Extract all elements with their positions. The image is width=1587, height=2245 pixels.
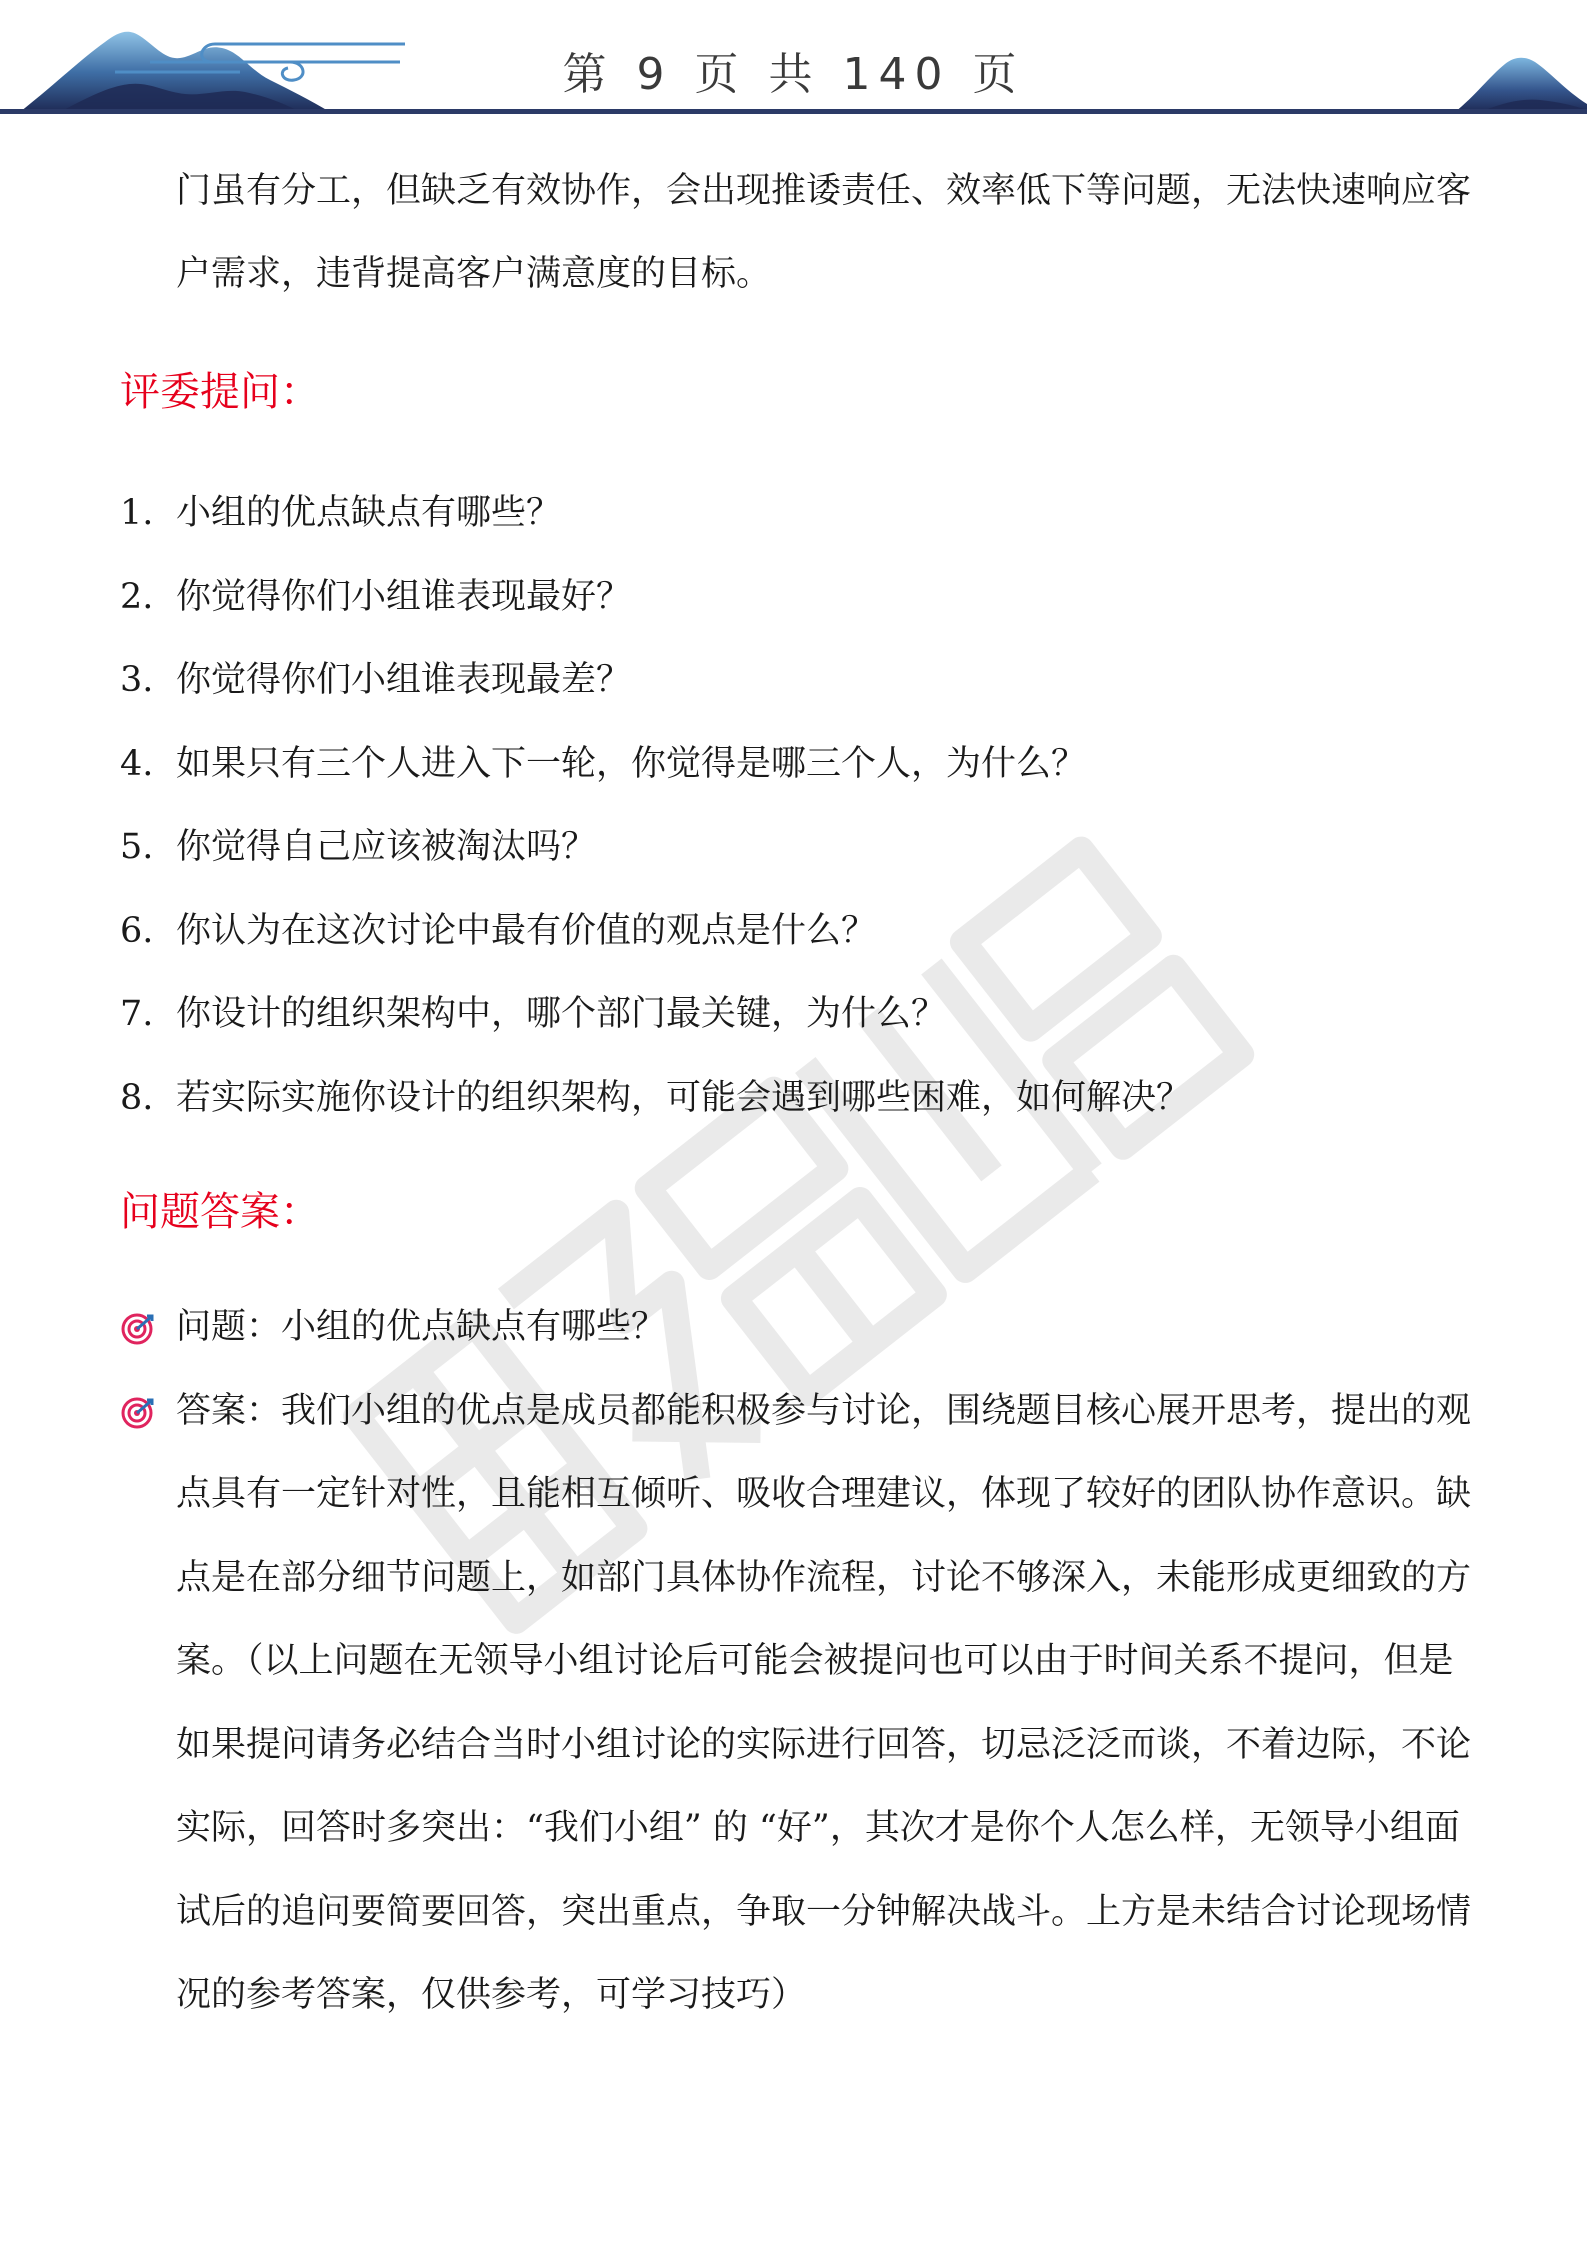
list-item	[120, 472, 1191, 556]
intro-paragraph: 门虽有分工，但缺乏有效协作，会出现推诿责任、效率低下等问题，无法快速响应客户需求，违背提高客户满意度的目标。	[176, 171, 1472, 294]
list-item-number: 4.	[120, 743, 154, 784]
answer-bullet-row	[120, 1370, 1480, 2038]
answers-section-title: 问题答案：	[120, 1189, 320, 1235]
question-list	[120, 472, 1191, 1140]
target-icon	[120, 1312, 154, 1346]
answer-question-text: 问题：小组的优点缺点有哪些？	[176, 1307, 667, 1347]
list-item-text: 小组的优点缺点有哪些？	[176, 493, 562, 533]
list-item-number: 2.	[120, 576, 154, 617]
list-item-number: 5.	[120, 827, 154, 867]
question-bullet-row	[120, 1286, 1480, 1370]
list-item	[120, 890, 1191, 974]
list-item-number: 8.	[120, 1077, 154, 1118]
target-icon	[120, 1396, 154, 1430]
list-item	[120, 1057, 1191, 1141]
list-item-number: 7.	[120, 994, 154, 1034]
list-item	[120, 723, 1191, 807]
list-item-number: 3.	[120, 660, 154, 700]
page-counter: 第 9 页 共 140 页	[562, 49, 1025, 100]
answer-block	[120, 1286, 1480, 2038]
list-item	[120, 639, 1191, 723]
list-item-text: 你觉得你们小组谁表现最好？	[176, 576, 632, 617]
list-item	[120, 556, 1191, 640]
list-item-text: 如果只有三个人进入下一轮，你觉得是哪三个人，为什么？	[176, 743, 1087, 784]
list-item-text: 你设计的组织架构中，哪个部门最关键，为什么？	[176, 994, 947, 1034]
list-item	[120, 806, 1191, 890]
list-item-text: 你认为在这次讨论中最有价值的观点是什么？	[176, 910, 877, 951]
questions-section-title: 评委提问：	[120, 369, 320, 415]
list-item-number: 1.	[120, 493, 154, 533]
list-item-text: 你觉得自己应该被淘汰吗？	[176, 827, 597, 867]
list-item-text: 若实际实施你设计的组织架构，可能会遇到哪些困难，如何解决？	[176, 1077, 1192, 1118]
list-item	[120, 973, 1191, 1057]
answer-text: 答案：我们小组的优点是成员都能积极参与讨论，围绕题目核心展开思考，提出的观点具有一定针对性，且能相互倾听、吸收合理建议，体现了较好的团队协作意识。缺点是在部分细节问题上，如部门具体协作流程，讨论不够深入，未能形成更细致的方案。（以上问题在无领导小组讨论后可能会被提问也可以由于时间关系不提问，但是如果提问请务必结合当时小组讨论的实际进行回答，切忌泛泛而谈，不着边际，不论实际，回答时多突出：“我们小组” 的 “好”，其次才是你个人怎么样，无领导小组面试后的追问要简要回答，突出重点，争取一分钟解决战斗。上方是未结合讨论现场情况的参考答案，仅供参考，可学习技巧）	[176, 1390, 1472, 2015]
list-item-text: 你觉得你们小组谁表现最差？	[176, 660, 632, 700]
list-item-number: 6.	[120, 910, 154, 951]
